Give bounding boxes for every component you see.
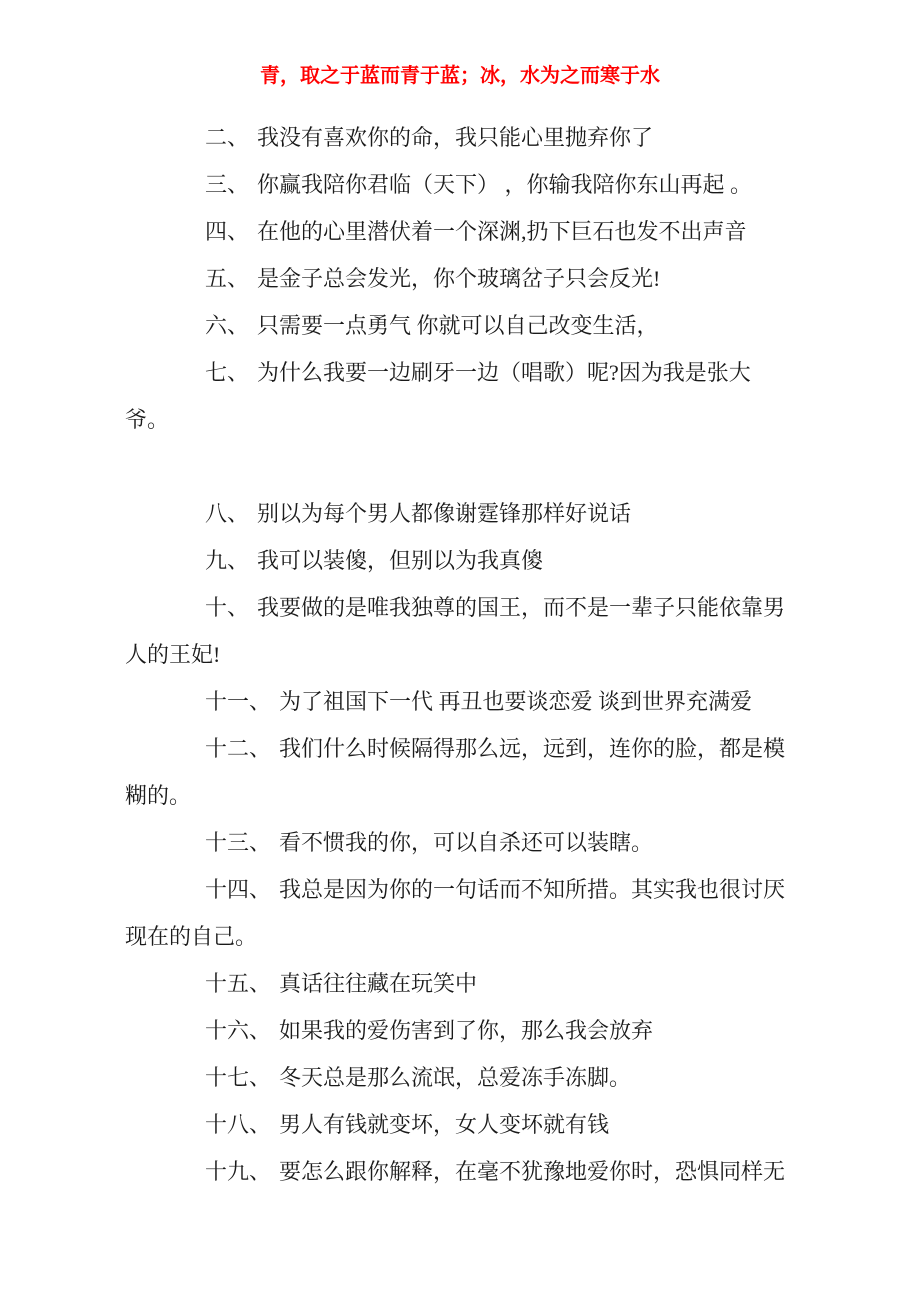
item-text: 真话往往藏在玩笑中 (279, 971, 478, 996)
list-item (125, 584, 793, 678)
list-item (125, 161, 793, 208)
list-item (125, 725, 793, 819)
item-text: 我们什么时候隔得那么远，远到，连你的脸，都是模糊的。 (125, 736, 786, 808)
item-text: 别以为每个男人都像谢霆锋那样好说话 (257, 501, 632, 526)
item-number: 十五、 (205, 971, 272, 996)
list-item (125, 819, 793, 866)
item-text: 男人有钱就变坏，女人变坏就有钱 (279, 1112, 610, 1137)
item-text: 冬天总是那么流氓，总爱冻手冻脚。 (279, 1065, 632, 1090)
item-number: 六、 (205, 313, 250, 338)
item-number: 十四、 (205, 877, 272, 902)
item-text: 我总是因为你的一句话而不知所措。其实我也很讨厌现在的自己。 (125, 877, 786, 949)
list-item (125, 960, 793, 1007)
item-number: 十、 (205, 595, 250, 620)
list-item (125, 866, 793, 960)
list-item (125, 114, 793, 161)
list-item (125, 1007, 793, 1054)
item-number: 十六、 (205, 1018, 272, 1043)
item-number: 三、 (205, 172, 250, 197)
item-text: 要怎么跟你解释，在毫不犹豫地爱你时，恐惧同样无 (279, 1159, 786, 1184)
item-text: 我可以装傻，但别以为我真傻 (257, 548, 544, 573)
list-item (125, 302, 793, 349)
list-item (125, 490, 793, 537)
item-number: 十一、 (205, 689, 272, 714)
item-text: 在他的心里潜伏着一个深渊,扔下巨石也发不出声音 (257, 219, 747, 244)
item-text: 是金子总会发光，你个玻璃岔子只会反光! (257, 266, 661, 291)
item-number: 九、 (205, 548, 250, 573)
item-number: 十二、 (205, 736, 272, 761)
item-text: 你赢我陪你君临（天下） ，你输我陪你东山再起 。 (257, 172, 753, 197)
item-number: 八、 (205, 501, 250, 526)
list-item (125, 1148, 793, 1195)
item-number: 七、 (205, 360, 250, 385)
item-number: 十七、 (205, 1065, 272, 1090)
list-item (125, 537, 793, 584)
item-number: 二、 (205, 125, 250, 150)
item-number: 四、 (205, 219, 250, 244)
item-text: 为了祖国下一代 再丑也要谈恋爱 谈到世界充满爱 (279, 689, 753, 714)
item-number: 十九、 (205, 1159, 272, 1184)
item-number: 五、 (205, 266, 250, 291)
list-item (125, 255, 793, 302)
list-item (125, 1101, 793, 1148)
item-number: 十三、 (205, 830, 272, 855)
item-text: 我没有喜欢你的命，我只能心里抛弃你了 (257, 125, 654, 150)
item-text: 看不惯我的你，可以自杀还可以装瞎。 (279, 830, 654, 855)
quote-list (125, 114, 793, 1195)
paragraph-gap (125, 443, 793, 490)
item-text: 只需要一点勇气 你就可以自己改变生活， (257, 313, 659, 338)
item-number: 十八、 (205, 1112, 272, 1137)
list-item (125, 208, 793, 255)
document-title: 青，取之于蓝而青于蓝；冰，水为之而寒于水 (260, 65, 660, 87)
item-text: 为什么我要一边刷牙一边（唱歌）呢?因为我是张大爷。 (125, 360, 751, 432)
list-item (125, 349, 793, 443)
item-text: 我要做的是唯我独尊的国王，而不是一辈子只能依靠男人的王妃! (125, 595, 786, 667)
list-item (125, 1054, 793, 1101)
item-text: 如果我的爱伤害到了你，那么我会放弃 (279, 1018, 654, 1043)
list-item (125, 678, 793, 725)
